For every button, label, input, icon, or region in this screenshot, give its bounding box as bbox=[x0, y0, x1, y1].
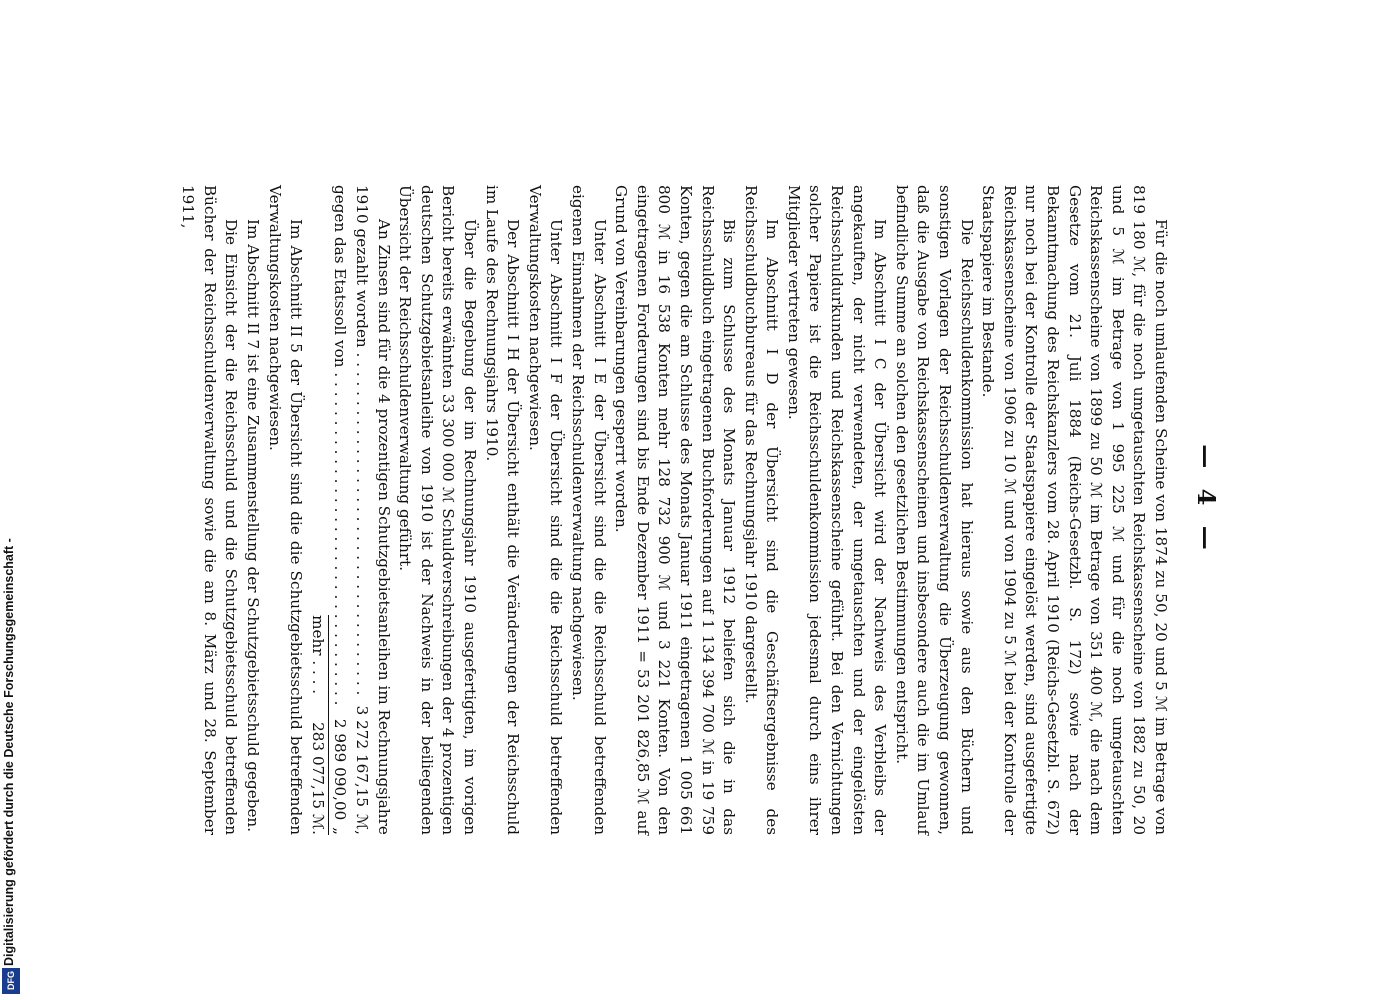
dfg-logo-icon: DFG bbox=[2, 968, 20, 994]
paragraph-section-ie: Unter Abschnitt I E der Übersicht sind die die Reichsschuld betreffenden eigenen Einnahmen der Reichsschuldenverwaltung nachgewiesen. bbox=[568, 185, 609, 835]
paragraph-section-ii7: Im Abschnitt II 7 ist eine Zusammenstellung der Schutzgebietsschuld gegeben. bbox=[244, 219, 263, 833]
document-page bbox=[179, 0, 1383, 1000]
digitization-credit-strip bbox=[0, 0, 24, 1000]
paragraph-section-ih: Der Abschnitt I H der Übersicht enthält die Veränderungen der Reichsschuld im Laufe des Rechnungsjahrs 1910. bbox=[482, 185, 523, 835]
interest-row-budget-label: gegen das Etatssoll von . . . bbox=[329, 185, 351, 711]
interest-row-difference-label: mehr . . . . bbox=[308, 615, 327, 695]
interest-row-budget-unit: „ bbox=[331, 827, 350, 835]
paragraph-commission-conviction: Die Reichsschuldenkommission hat hieraus sowie aus den Büchern und sonstigen Vorlagen der Reichsschuldenverwaltung die Überzeugung gewonnen, daß die Ausgabe von Reichskassenscheinen und insbesondere auch die im Umlauf befindliche Summe an solchen den gesetzlichen Bestimmungen entspricht. bbox=[892, 185, 976, 835]
paragraph-section-if: Unter Abschnitt I F der Übersicht sind die die Reichsschuld betreffenden Verwaltungskosten nachgewiesen. bbox=[525, 185, 566, 835]
paragraph-debt-register: Bis zum Schlusse des Monats Januar 1912 beliefen sich die in das Reichsschuldbuch eingetragenen Buchforderungen auf 1 134 394 700 ℳ in 19 759 Konten, gegen die am Schlusse des Monats Januar 1911 eingetragenen 1 005 661 800 ℳ in 16 538 Konten mehr 128 732 900 ℳ und 3 221 Konten. Von den eingetragenen Forderungen sind bis Ende Dezember 1911 = 53 201 826,85 ℳ auf Grund von Vereinbarungen gesperrt worden. bbox=[612, 185, 739, 835]
interest-row-paid-value: 3 272 167,15 bbox=[353, 705, 372, 808]
interest-row-difference-value: 283 077,15 bbox=[308, 722, 327, 810]
paragraph-circulating-notes: Für die noch umlaufenden Scheine von 1874 zu 50, 20 und 5 ℳ im Betrage von 819 180 ℳ, für die noch umgetauschten Reichskassenscheine von 1882 zu 50, 20 und 5 ℳ im Betrage von 1 995 225 ℳ und für die noch umgetauschten Reichskassenscheine von 1899 zu 50 ℳ im Betrage von 351 400 ℳ, die nach dem Gesetze vom 21. Juli 1884 (Reichs-Gesetzbl. S. 172) sowie nach der Bekanntmachung des Reichskanzlers vom 28. April 1910 (Reichs-Gesetzbl. S. 672) nur noch bei der Kontrolle der Staatspapiere eingelöst werden, sind ausgefertigte Reichskassenscheine von 1906 zu 10 ℳ und von 1904 zu 5 ℳ bei der Kontrolle der Staatspapiere im Bestande. bbox=[979, 185, 1170, 835]
paragraph-section-ii5: Im Abschnitt II 5 der Übersicht sind die die Schutzgebietsschuld betreffenden Verwaltungskosten nachgewiesen. bbox=[265, 185, 306, 835]
digitization-credit-text: Digitalisierung gefördert durch die Deutsche Forschungsgemeinschaft - bbox=[2, 538, 16, 966]
paragraph-interest-intro: An Zinsen sind für die 4 prozentigen Schutzgebietsanleihen im Rechnungsjahre bbox=[374, 219, 393, 835]
interest-row-difference-unit: ℳ. bbox=[308, 813, 327, 835]
document-body bbox=[177, 185, 1171, 835]
interest-row-paid-label: 1910 gezahlt worden . . . bbox=[350, 185, 372, 698]
interest-row-paid-unit: ℳ, bbox=[353, 813, 372, 835]
interest-row-budget bbox=[329, 185, 351, 835]
paragraph-section-id: Im Abschnitt I D der Übersicht sind die Geschäftsergebnisse des Reichsschuldbuchbureaus für das Rechnungsjahr 1910 dargestellt. bbox=[741, 185, 782, 835]
page-number: — 4 — bbox=[1192, 444, 1221, 556]
paragraph-section-ic: Im Abschnitt I C der Übersicht wird der Nachweis des Verbleibs der angekauften, der nicht verwendeten, der umgetauschten und der eingelösten Reichsschuldurkunden und Reichskassenscheine geführt. Bei den Vernichtungen solcher Papiere ist die Reichsschuldenkommission jedesmal durch eins ihrer Mitglieder vertreten gewesen. bbox=[784, 185, 890, 835]
interest-row-paid bbox=[350, 185, 372, 835]
interest-row-budget-value: 2 989 090,00 bbox=[331, 718, 350, 821]
paragraph-colonial-loan: Über die Begebung der im Rechnungsjahr 1910 ausgefertigten, im vorigen Bericht bereits erwähnten 33 300 000 ℳ Schuldverschreibungen der 4 prozentigen deutschen Schutzgebietsanleihe von 1910 ist der Nachweis in der beiliegenden Übersicht der Reichsschuldenverwaltung geführt. bbox=[396, 185, 479, 835]
paragraph-inspection: Die Einsicht der die Reichsschuld und die Schutzgebietsschuld betreffenden Bücher der Reichsschuldenverwaltung sowie die am 8. März und 28. September 1911, bbox=[179, 185, 241, 835]
interest-row-difference bbox=[306, 615, 329, 835]
